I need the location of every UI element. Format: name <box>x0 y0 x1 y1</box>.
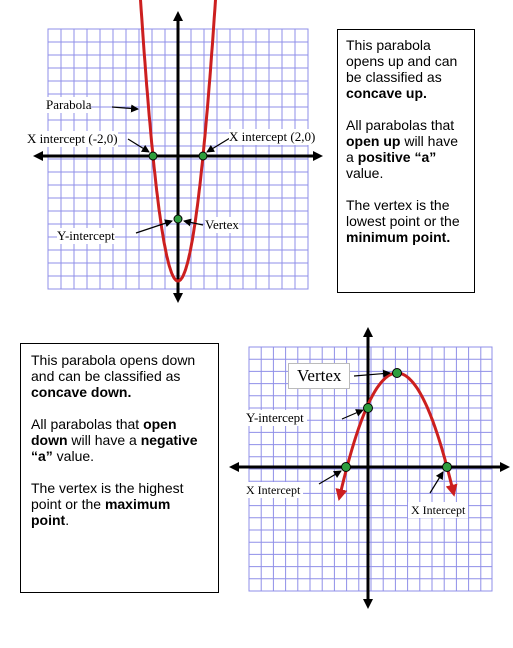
top-parabola-label: Parabola <box>46 97 92 112</box>
top-desc-paragraph-2: All parabolas that open up will have a positive “a” value. <box>346 117 459 181</box>
top-desc-paragraph-3: The vertex is the lowest point or the minimum point. <box>346 197 460 245</box>
bottom-description-box <box>20 343 219 593</box>
bottom-y-intercept-point <box>364 404 373 413</box>
bottom-x-intercept-left-label: X Intercept <box>243 482 303 498</box>
bottom-x-intercept-right-point <box>443 463 452 472</box>
top-y-intercept-label: Y-intercept <box>57 228 115 243</box>
bottom-vertex-label: Vertex <box>288 363 350 389</box>
top-desc-paragraph-1: This parabola opens up and can be classified as concave up. <box>346 37 458 101</box>
top-x-intercept-right-label: X intercept (2,0) <box>229 129 316 144</box>
top-vertex-point <box>174 215 182 223</box>
bottom-x-intercept-left-point <box>342 463 351 472</box>
bottom-vertex-point <box>393 369 402 378</box>
top-x-intercept-left-label: X intercept (-2,0) <box>27 131 118 146</box>
bottom-desc-paragraph-1: This parabola opens down and can be classified as concave down. <box>31 352 196 400</box>
top-x-intercept-right-point <box>199 152 207 160</box>
top-vertex-label: Vertex <box>205 217 239 232</box>
bottom-y-intercept-label: Y-intercept <box>243 410 307 426</box>
top-description-box <box>337 29 475 293</box>
bottom-desc-paragraph-2: All parabolas that open down will have a negative “a” value. <box>31 416 198 464</box>
bottom-desc-paragraph-3: The vertex is the highest point or the maximum point. <box>31 480 184 528</box>
bottom-grid <box>249 347 492 591</box>
top-x-intercept-left-point <box>149 152 157 160</box>
bottom-x-intercept-right-label: X Intercept <box>408 502 468 518</box>
